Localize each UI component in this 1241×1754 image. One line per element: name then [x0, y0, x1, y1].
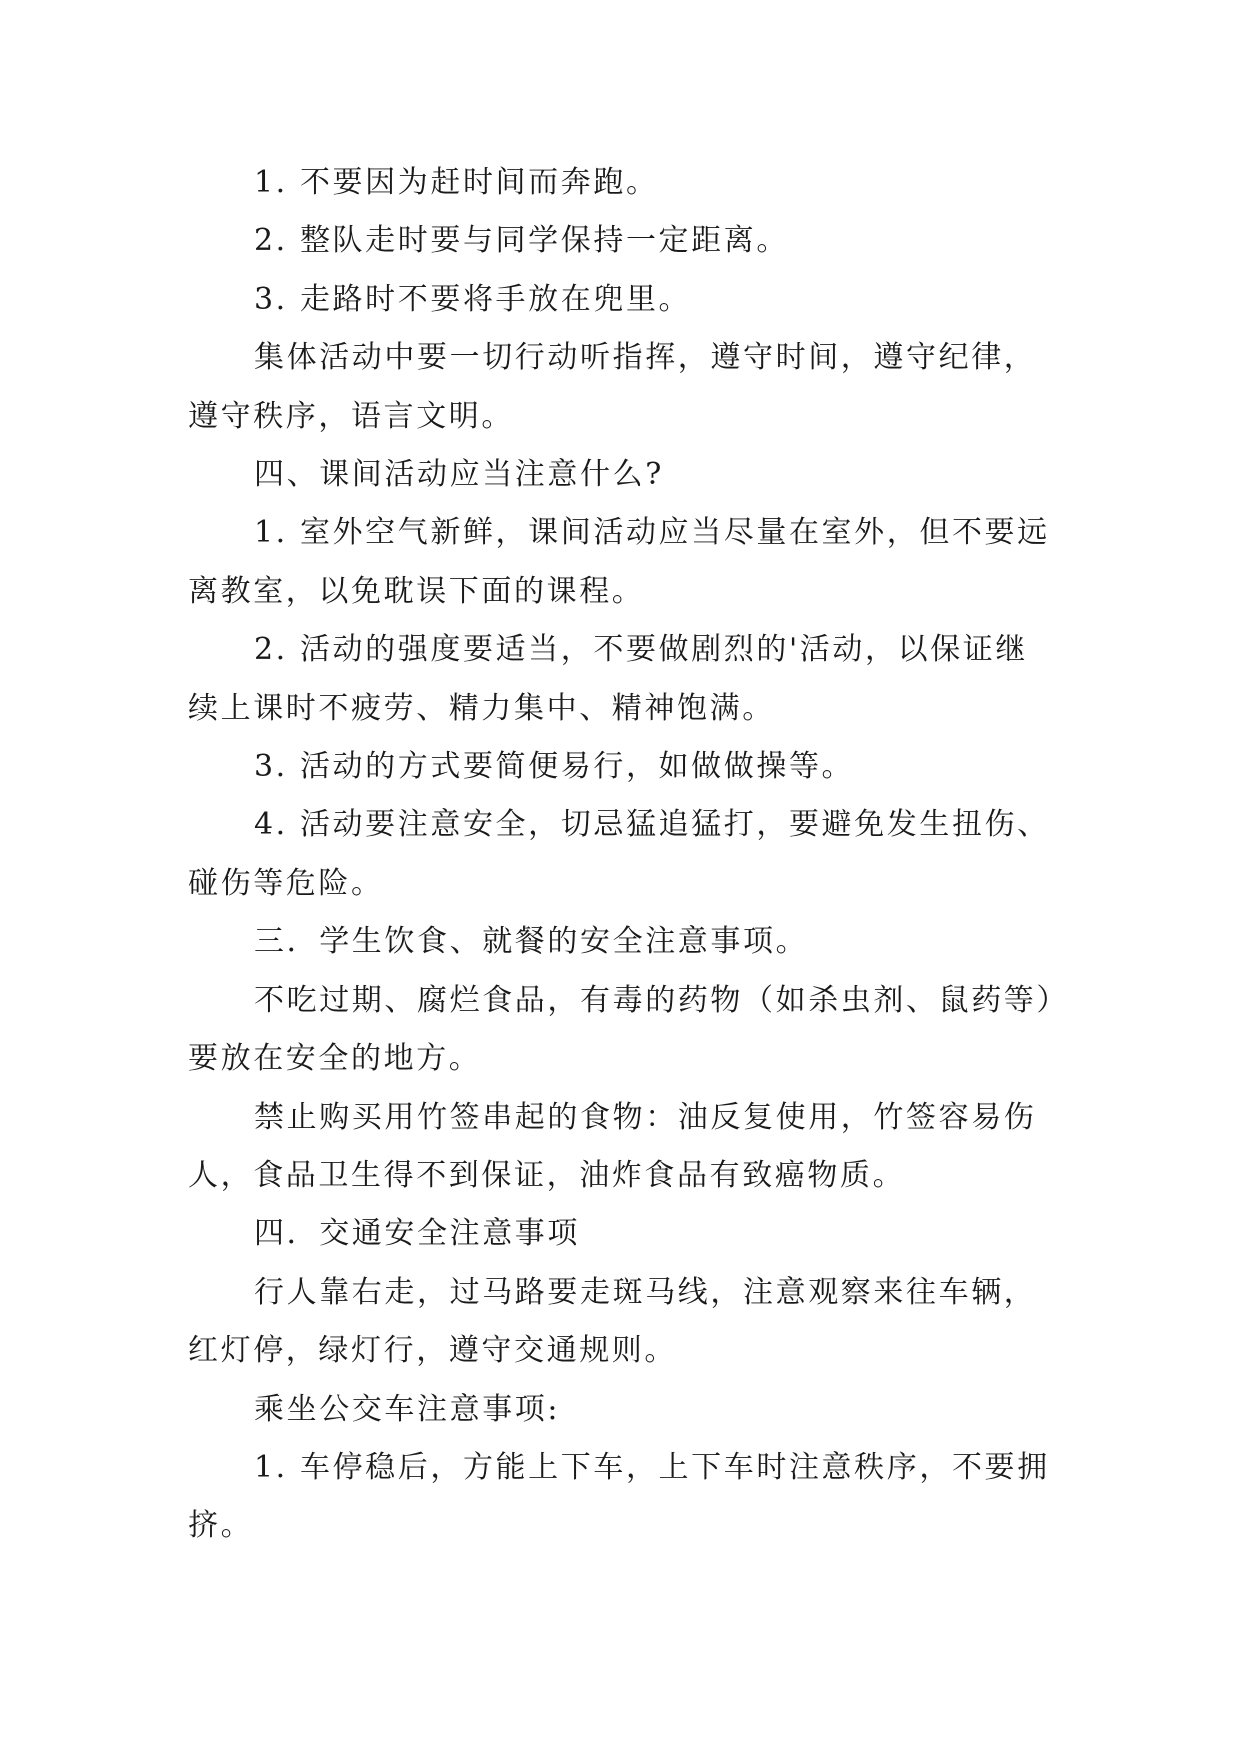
paragraph-skewer-food: 禁止购买用竹签串起的食物：油反复使用，竹签容易伤人，食品卫生得不到保证，油炸食品有致癌物质。 [188, 1099, 1037, 1193]
list-item-activity-simple: 3. 活动的方式要简便易行，如做做操等。 [254, 749, 855, 785]
section-heading-food-safety: 三．学生饮食、就餐的安全注意事项。 [254, 924, 809, 960]
paragraph-group-activity: 集体活动中要一切行动听指挥，遵守时间，遵守纪律，遵守秩序，语言文明。 [188, 340, 1037, 434]
list-item-keep-distance: 2. 整队走时要与同学保持一定距离。 [254, 223, 789, 259]
paragraph-pedestrian-rules: 行人靠右走，过马路要走斑马线，注意观察来往车辆，红灯停，绿灯行，遵守交通规则。 [188, 1274, 1037, 1369]
document-page [188, 154, 1058, 1556]
list-item-activity-safety: 4. 活动要注意安全，切忌猛追猛打，要避免发生扭伤、碰伤等危险。 [188, 807, 1050, 901]
list-item-hands-out-of-pockets: 3. 走路时不要将手放在兜里。 [254, 281, 692, 317]
section-heading-traffic-safety: 四．交通安全注意事项 [254, 1216, 580, 1252]
section-heading-break-activities: 四、课间活动应当注意什么? [254, 457, 664, 493]
list-item-outdoor-activity: 1. 室外空气新鲜，课间活动应当尽量在室外，但不要远离教室，以免耽误下面的课程。 [188, 515, 1050, 609]
paragraph-expired-food: 不吃过期、腐烂食品，有毒的药物（如杀虫剂、鼠药等）要放在安全的地方。 [188, 982, 1054, 1077]
subheading-bus-notes: 乘坐公交车注意事项: [254, 1391, 561, 1427]
list-item-activity-intensity: 2. 活动的强度要适当，不要做剧烈的'活动，以保证继续上课时不疲劳、精力集中、精神饱满。 [188, 632, 1029, 726]
list-item-no-running: 1. 不要因为赶时间而奔跑。 [254, 165, 659, 200]
list-item-bus-boarding: 1. 车停稳后，方能上下车，上下车时注意秩序，不要拥挤。 [188, 1449, 1050, 1544]
